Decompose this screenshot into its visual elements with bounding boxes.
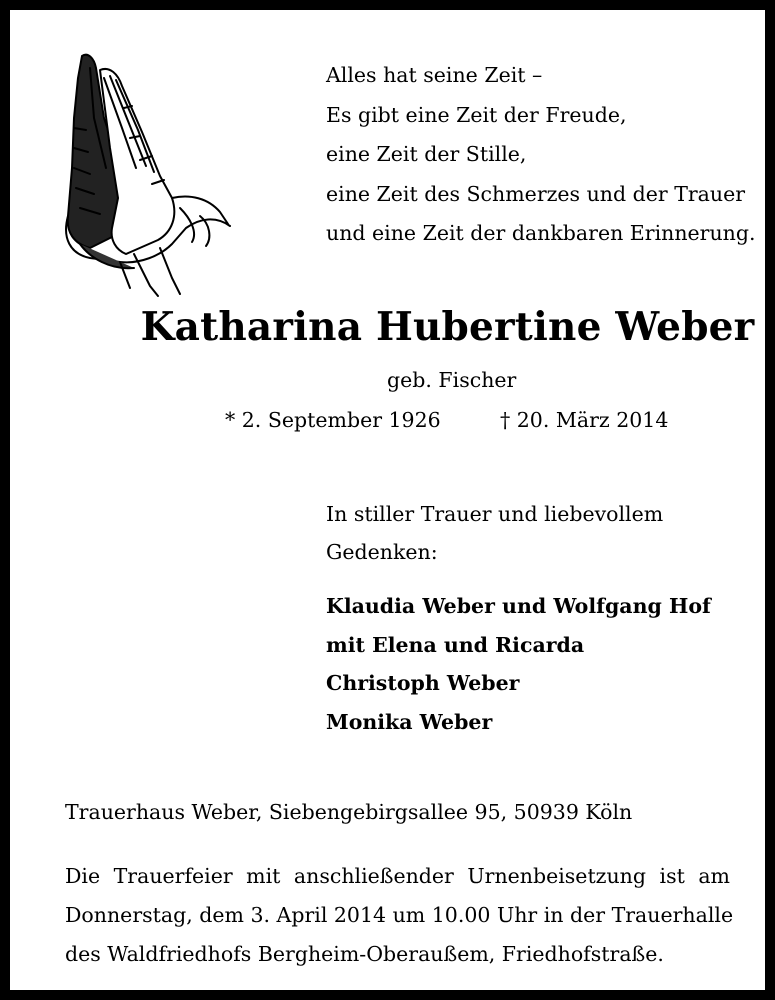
poem: [326, 56, 756, 254]
praying-hands-icon: [60, 48, 240, 298]
deceased-name-row: [10, 304, 775, 350]
mourning-text: [326, 495, 663, 571]
poem-line: eine Zeit der Stille,: [326, 142, 527, 166]
poem-line: Alles hat seine Zeit –: [326, 63, 543, 87]
deceased-name: Katharina Hubertine Weber: [140, 304, 755, 350]
mourning-line: In stiller Trauer und liebevollem: [326, 502, 664, 526]
poem-line: und eine Zeit der dankbaren Erinnerung.: [326, 221, 756, 245]
service-line: Donnerstag, dem 3. April 2014 um 10.00 Uhr in der Trauerhalle: [65, 903, 734, 927]
family-member: Monika Weber: [326, 709, 493, 734]
poem-line: eine Zeit des Schmerzes und der Trauer: [326, 181, 746, 206]
family-list: [326, 587, 711, 741]
poem-line: Es gibt eine Zeit der Freude,: [326, 102, 627, 127]
service-line: Die Trauerfeier mit anschließender Urnenbeisetzung ist am: [65, 864, 730, 888]
death-date: † 20. März 2014: [500, 408, 669, 432]
mourning-house-address: Trauerhaus Weber, Siebengebirgsallee 95, 50939 Köln: [65, 800, 633, 824]
maiden-name: geb. Fischer: [387, 368, 517, 392]
birth-date: * 2. September 1926: [225, 408, 441, 432]
family-member: mit Elena und Ricarda: [326, 632, 585, 657]
mourning-line: Gedenken:: [326, 540, 438, 564]
family-member: Christoph Weber: [326, 671, 520, 695]
family-member: Klaudia Weber und Wolfgang Hof: [326, 594, 711, 618]
service-line: des Waldfriedhofs Bergheim-Oberaußem, Friedhofstraße.: [65, 942, 664, 966]
funeral-service-info: [65, 857, 734, 974]
